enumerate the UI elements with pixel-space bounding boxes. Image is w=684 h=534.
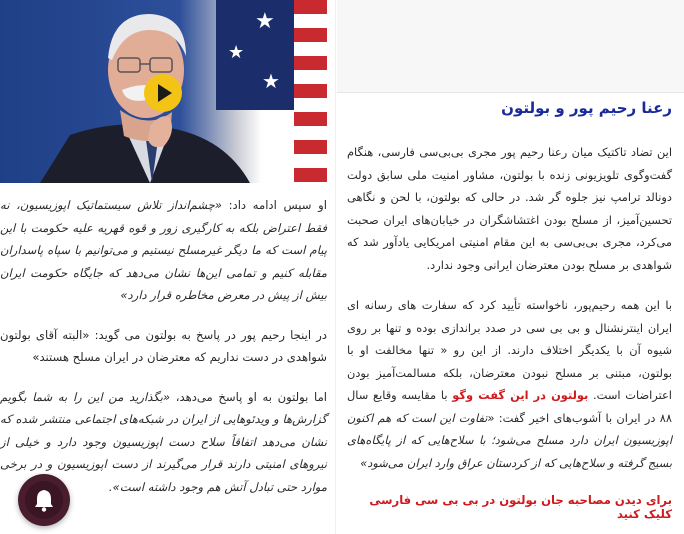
svg-text:★: ★ [262, 69, 280, 93]
left-paragraph-1 [0, 194, 327, 307]
play-icon [158, 84, 172, 102]
paragraph-intro: او سپس ادامه داد: [221, 198, 327, 212]
paragraph-text: با مقایسه وقایع سال ۸۸ در ایران با آشوب‌های اخیر گفت: [347, 388, 672, 425]
right-paragraph-2 [347, 294, 672, 474]
right-article-body [347, 141, 672, 492]
left-article-body [0, 194, 327, 515]
paragraph-quote: «بگذارید من این را به شما بگویم گزارش‌ها و ویدئوهایی از ایران در شبکه‌های اجتماعی منتشر شده که نشان می‌دهد اتفاقاً سلاح دست اپوزیسیون وجود دارد و خیلی از نیروهای امنیتی دارند قرار می‌گیرند از دست اپوزیسیون و در برخی موارد حتی تبادل آتش هم وجود داشته است». [0, 389, 327, 494]
left-column [0, 0, 327, 534]
notification-bell-button[interactable] [18, 474, 70, 526]
left-paragraph-2: در اینجا رحیم پور در پاسخ به بولتون می گوید: «البته آقای بولتون شواهدی در دست نداریم که معترضان در ایران مسلح هستند» [0, 327, 327, 364]
paragraph-text: با این همه رحیم‌پور، ناخواسته تأیید کرد که سفارت های رسانه ای ایران اینترنشنال و بی بی سی در صدد براندازی بوده و تنها بر روی شیوه آن با یکدیگر اختلاف دارند. از این رو « تنها مخالفت او با بولتون، مبتنی بر مسلح نبودن معترضان، بلکه مسالمت‌آمیز بودن اعتراضات است. [347, 298, 672, 402]
article-headline: رعنا رحیم پور و بولتون [501, 99, 672, 117]
watch-interview-link[interactable]: برای دیدن مصاحبه جان بولتون در بی بی سی فارسی کلیک کنید [369, 493, 672, 521]
video-player[interactable] [0, 0, 327, 183]
paragraph-quote: «تفاوت این است که هم اکنون اپوزیسیون ایران دارد مسلح می‌شود؛ با سلاح‌هایی که از پایگاه‌های بسیج گرفته و سلاح‌هایی که از کردستان عراق وارد ایران می‌شود» [347, 410, 672, 470]
column-divider [335, 0, 336, 534]
play-button[interactable] [144, 74, 182, 112]
notification-bell-inner [25, 481, 63, 519]
svg-text:★: ★ [228, 42, 245, 63]
headline-bar [337, 92, 684, 128]
right-paragraph-1: این تضاد تاکتیک میان رعنا رحیم پور مجری بی‌بی‌سی فارسی، هنگام گفت‌وگوی تلویزیونی زنده با بولتون، مشاور امنیت ملی سابق دولت دونالد ترامپ نیز جلوه گر شد. در حالی که بولتون، با لحن و نگاهی تحسین‌آمیز، از مسلح بودن اغتشاشگران در خیابان‌های ایران صحبت می‌کرد، مجری بی‌بی‌سی به این مقام امنیتی امریکایی یادآور شد که شواهدی بر مسلح بودن معترضان ایرانی وجود ندارد. [347, 145, 672, 272]
paragraph-intro: اما بولتون به او پاسخ می‌دهد، [170, 389, 328, 404]
right-column [337, 0, 684, 534]
highlighted-phrase: بولتون در این گفت وگو [452, 388, 589, 402]
bell-icon [33, 488, 55, 512]
ad-placeholder [337, 0, 684, 92]
svg-text:★: ★ [255, 9, 275, 34]
paragraph-quote: «چشم‌انداز تلاش سیستماتیک اپوزیسیون، نه فقط اعتراض بلکه به کارگیری زور و قوه قهریه علیه حکومت با این پیام است که ما دیگر غیرمسلح نیستیم و می‌توانیم با سپاه پاسداران مقابله کنیم و تمامی این‌ها نشان می‌دهد که جایگاه حکومت ایران بیش از پیش در معرض مخاطره قرار دارد» [0, 198, 327, 302]
